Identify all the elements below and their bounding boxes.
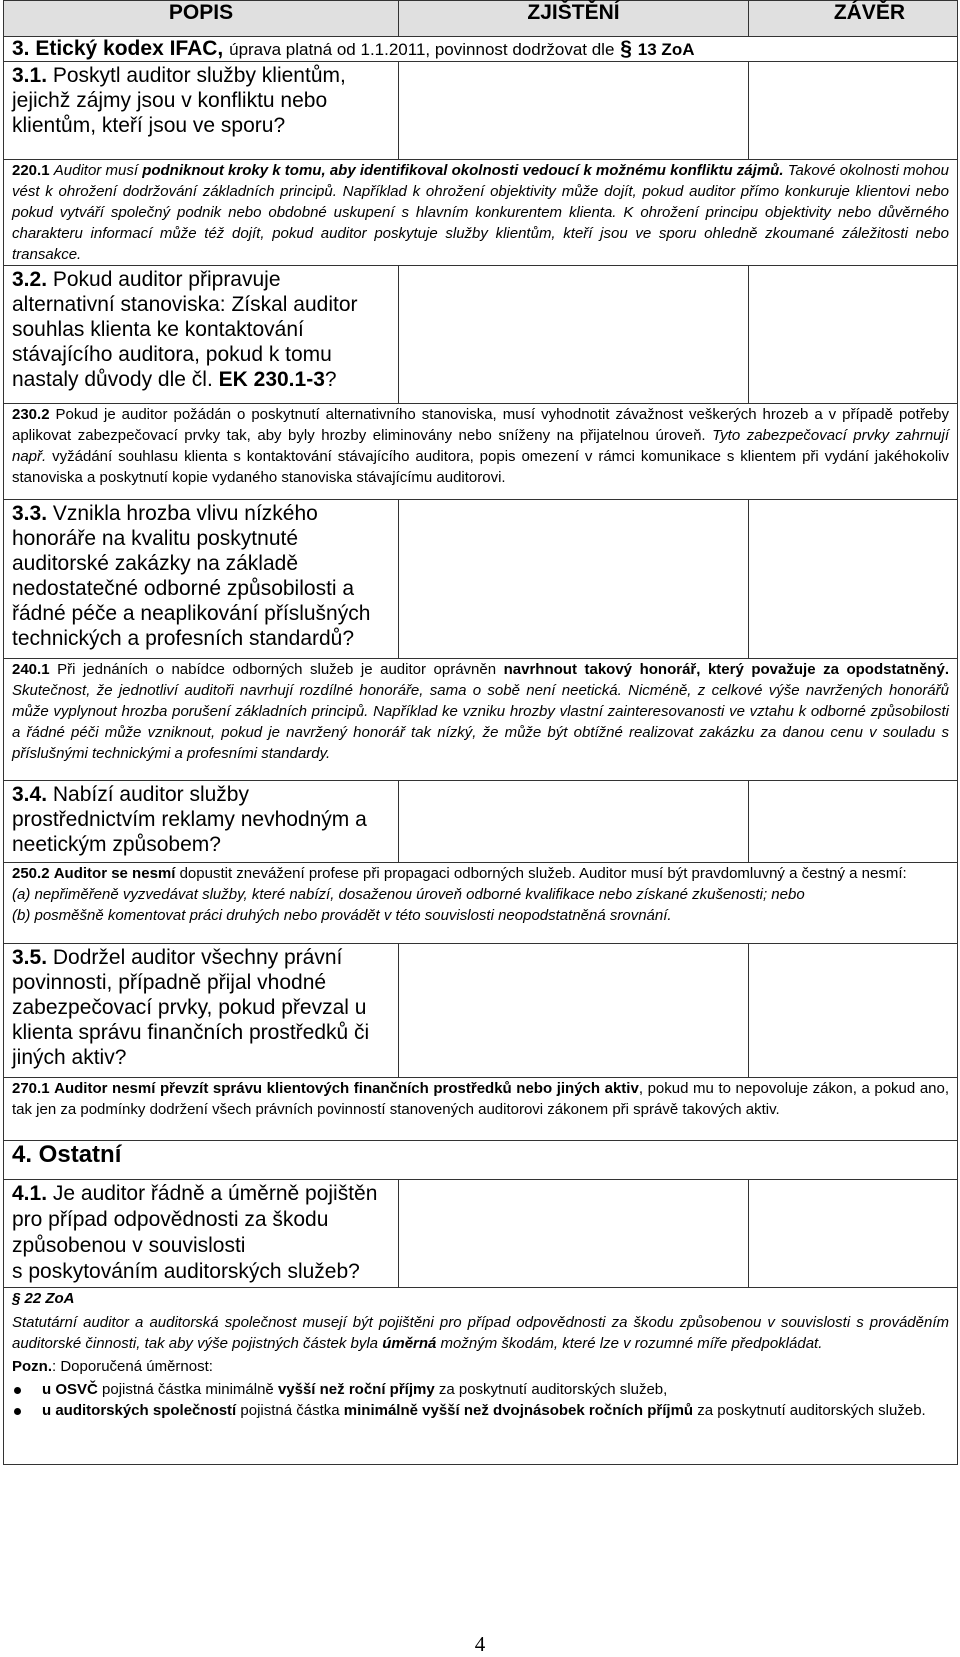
finding-cell-3-1[interactable] (399, 62, 749, 160)
question-text: s poskytováním auditorských služeb? (12, 1260, 360, 1283)
question-3-1-row (4, 62, 958, 160)
question-text: nedostatečné odborné způsobilosti a (12, 577, 355, 600)
question-text: alternativní stanoviska: Získal auditor (12, 293, 358, 316)
guidance-number: 220.1 (12, 162, 50, 179)
guidance-emphasis: podniknout kroky k tomu, aby identifikoval okolnosti vedoucí k možnému konfliktu zájmů. (142, 162, 784, 179)
question-text: pro případ odpovědnosti za škodu (12, 1208, 329, 1231)
conclusion-cell-3-2[interactable] (749, 266, 958, 404)
question-3-4 (4, 781, 399, 863)
question-3-2 (4, 266, 399, 404)
question-text: jejichž zájmy jsou v konfliktu nebo (12, 89, 328, 112)
finding-cell-4-1[interactable] (399, 1180, 749, 1288)
question-3-4-row (4, 781, 958, 863)
guidance-text: Statutární auditor a auditorská společnost musejí být pojištěni pro případ odpovědnosti za škodu způsobenou v souvislosti s prováděním auditorské činnosti, tak aby výše pojistných částek byla (12, 1314, 949, 1352)
question-text: povinnosti, případně přijal vhodné (12, 971, 327, 994)
guidance-230-row (4, 404, 958, 500)
guidance-240 (4, 659, 958, 781)
bullet-icon (14, 1387, 21, 1394)
note-text: : Doporučená úměrnost: (52, 1358, 213, 1375)
guidance-270-row (4, 1078, 958, 1141)
question-3-5 (4, 944, 399, 1078)
question-text: stávajícího auditora, pokud k tomu (12, 343, 332, 366)
guidance-250 (4, 863, 958, 944)
list-item-emphasis: minimálně vyšší než dvojnásobek ročních příjmů (343, 1402, 694, 1419)
guidance-number: 250.2 (12, 865, 50, 882)
question-text: Dodržel auditor všechny právní (52, 946, 343, 969)
guidance-text: Skutečnost, že jednotliví auditoři navrhují rozdílné honoráře, sama o sobě není neetická. Nicméně, z celkové výše navržených honorářů může vyplynout hrozba porušení základních principů. Například ke vzniku hrozby vlastní zainteresovanosti ve vztahu k odborné způsobilosti a řádné péči může vzniknout, pokud je navržený honorář tak nízký, že může být obtížné realizovat zakázku za danou cenu v souladu s příslušnými technickými a profesními standardy. (12, 682, 949, 762)
finding-cell-3-3[interactable] (399, 500, 749, 659)
question-3-1 (4, 62, 399, 160)
header-popis: POPIS (4, 1, 399, 37)
guidance-text: dopustit znevážení profese při propagaci odborných služeb. Auditor musí být pravdomluvný a čestný a nesmí: (179, 865, 907, 882)
finding-cell-3-2[interactable] (399, 266, 749, 404)
guidance-220 (4, 160, 958, 266)
question-3-5-row (4, 944, 958, 1078)
guidance-text: , pokud mu to nepovoluje zákon, a pokud ano, tak jen za podmínky dodržení všech právních povinností stanovených auditorovi zákonem při správě takových aktiv. (12, 1080, 950, 1118)
list-item (42, 1379, 949, 1400)
question-text: neetickým způsobem? (12, 833, 221, 856)
guidance-item-a: (a) nepřiměřeně vyzvedávat služby, které nabízí, dosaženou úroveň odborné kvalifikace nebo získané zkušenosti; nebo (12, 886, 805, 903)
question-number: 3.2. (12, 268, 48, 291)
header-zjisteni: ZJIŠTĚNÍ (399, 1, 749, 37)
guidance-text: Tyto zabezpečovací prvky zahrnují např. (12, 427, 950, 465)
section-3-title: 3. Etický kodex IFAC, (12, 37, 224, 60)
question-text: zabezpečovací prvky, pokud převzal u (12, 996, 367, 1019)
conclusion-cell-3-1[interactable] (749, 62, 958, 160)
guidance-text: Auditor musí (53, 162, 138, 179)
question-text: způsobenou v souvislosti (12, 1234, 246, 1257)
question-text: jiných aktiv? (12, 1046, 127, 1069)
finding-cell-3-5[interactable] (399, 944, 749, 1078)
guidance-number: 270.1 (12, 1080, 50, 1097)
question-3-3 (4, 500, 399, 659)
guidance-number: 230.2 (12, 406, 50, 423)
section-3-law-ref: 13 ZoA (637, 40, 695, 59)
question-text: auditorské zakázky na základě (12, 552, 298, 575)
finding-cell-3-4[interactable] (399, 781, 749, 863)
list-item-subject: u OSVČ (42, 1381, 98, 1398)
guidance-emphasis: Auditor se nesmí (53, 865, 176, 882)
question-reference: EK 230.1-3 (218, 368, 325, 391)
header-row (4, 1, 958, 37)
list-item-emphasis: vyšší než roční příjmy (277, 1381, 435, 1398)
question-number: 3.3. (12, 502, 48, 525)
paragraph-sign: § (620, 37, 632, 60)
guidance-text: vyžádání souhlasu klienta s kontaktování stávajícího auditora, popis omezení v rámci komunikace s klientem při vydání jakéhokoliv stanoviska a poskytnutí kopie vydaného stanoviska stávajícímu auditorovi. (12, 448, 950, 486)
guidance-22-row (4, 1288, 958, 1465)
section-3-subtitle: úprava platná od 1.1.2011, povinnost dodržovat dle (229, 40, 615, 59)
guidance-text: K ohrožení principu objektivity nebo důvěrného charakteru informací může též dojít, pokud auditor poskytuje služby klientům, kteří jsou ve sporu ohledně zkoumané záležitosti nebo transakce. (12, 204, 949, 263)
guidance-item-b: (b) posměšně komentovat práci druhých nebo provádět v této souvislosti neopodstatněná srovnání. (12, 907, 672, 924)
guidance-22 (4, 1288, 958, 1465)
question-text: prostřednictvím reklamy nevhodným a (12, 808, 367, 831)
guidance-240-row (4, 659, 958, 781)
page-number: 4 (474, 1632, 486, 1656)
law-reference: § 22 ZoA (12, 1290, 75, 1307)
question-text: Vznikla hrozba vlivu nízkého (52, 502, 318, 525)
question-text: souhlas klienta ke kontaktování (12, 318, 304, 341)
question-number: 3.5. (12, 946, 48, 969)
question-text: Pokud auditor připravuje (52, 268, 281, 291)
audit-checklist-table (3, 0, 958, 1465)
question-3-2-row (4, 266, 958, 404)
list-item-text: za poskytnutí auditorských služeb. (697, 1402, 926, 1419)
conclusion-cell-3-4[interactable] (749, 781, 958, 863)
section-3-heading (4, 37, 958, 62)
note-label: Pozn. (12, 1358, 52, 1375)
guidance-number: 240.1 (12, 661, 50, 678)
question-text: Je auditor řádně a úměrně pojištěn (52, 1182, 378, 1205)
list-item-text: za poskytnutí auditorských služeb, (438, 1381, 668, 1398)
guidance-text: Například k ohrožení objektivity může dojít, pokud auditor přímo konkuruje klientovi nebo pokud vytváří společný podnik nebo obdobné uskupení s hlavním konkurentem klienta. (12, 183, 949, 221)
guidance-text: Pokud je auditor požádán o poskytnutí alternativního stanoviska, musí vyhodnotit závažnost veškerých hrozeb a v případě potřeby aplikovat zabezpečovací prvky tak, aby byly hrozby eliminovány nebo sníženy na přijatelnou úroveň. (12, 406, 949, 444)
question-text: klientům, kteří jsou ve sporu? (12, 114, 286, 137)
question-4-1-row (4, 1180, 958, 1288)
header-zaver: ZÁVĚR (749, 1, 958, 37)
guidance-text: Takové okolnosti mohou vést k ohrožení dodržování základních principů. (12, 162, 949, 200)
list-item-subject: u auditorských společností (42, 1402, 237, 1419)
question-text: technických a profesních standardů? (12, 627, 355, 650)
guidance-250-row (4, 863, 958, 944)
section-4-heading: 4. Ostatní (4, 1141, 958, 1180)
conclusion-cell-3-3[interactable] (749, 500, 958, 659)
question-text: klienta správu finančních prostředků či (12, 1021, 370, 1044)
question-text: Nabízí auditor služby (52, 783, 249, 806)
question-number: 3.4. (12, 783, 48, 806)
guidance-emphasis: Auditor nesmí převzít správu klientových finančních prostředků nebo jiných aktiv (54, 1080, 639, 1097)
guidance-270 (4, 1078, 958, 1141)
recommendation-list (12, 1379, 949, 1421)
list-item (42, 1400, 949, 1421)
conclusion-cell-3-5[interactable] (749, 944, 958, 1078)
question-text: honoráře na kvalitu poskytnuté (12, 527, 299, 550)
question-number: 3.1. (12, 64, 48, 87)
question-text: Poskytl auditor služby klientům, (52, 64, 346, 87)
guidance-emphasis: úměrná (382, 1335, 437, 1352)
guidance-emphasis: navrhnout takový honorář, který považuje za opodstatněný. (503, 661, 949, 678)
question-text: nastaly důvody dle čl. (12, 368, 213, 391)
guidance-text: Při jednáních o nabídce odborných služeb je auditor oprávněn (57, 661, 497, 678)
list-item-text: pojistná částka (240, 1402, 340, 1419)
question-text: ? (324, 368, 337, 391)
question-3-3-row (4, 500, 958, 659)
bullet-icon (14, 1408, 21, 1415)
section-3-row (4, 37, 958, 62)
guidance-text: možným škodám, které lze v rozumné míře předpokládat. (440, 1335, 823, 1352)
list-item-text: pojistná částka minimálně (102, 1381, 274, 1398)
guidance-220-row (4, 160, 958, 266)
question-text: řádné péče a neaplikování příslušných (12, 602, 371, 625)
section-4-row (4, 1141, 958, 1180)
question-4-1 (4, 1180, 399, 1288)
question-number: 4.1. (12, 1182, 48, 1205)
conclusion-cell-4-1[interactable] (749, 1180, 958, 1288)
guidance-230 (4, 404, 958, 500)
